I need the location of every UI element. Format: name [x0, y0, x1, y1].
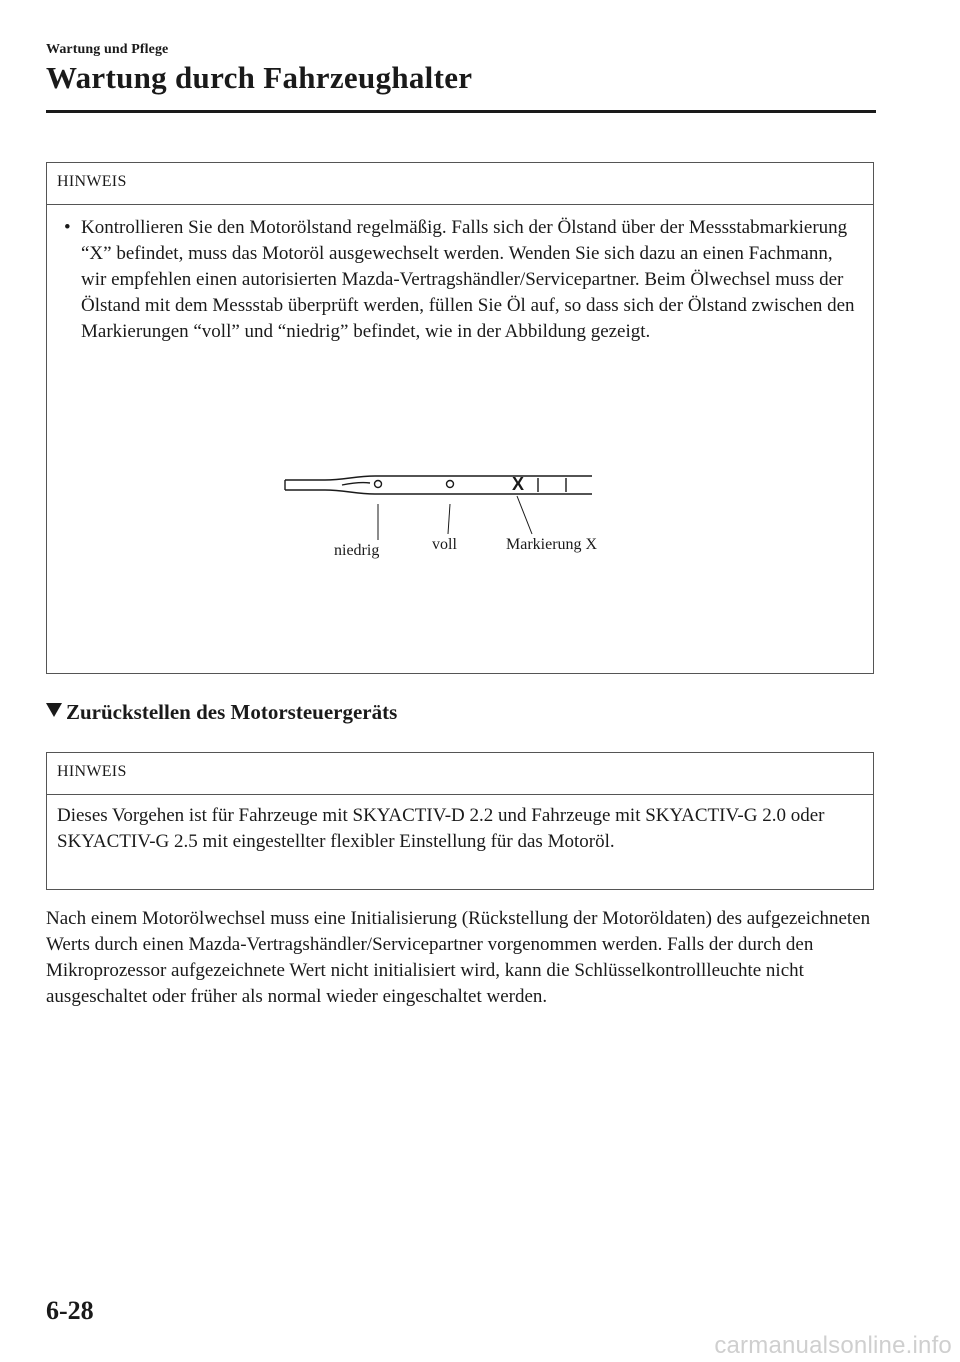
label-full: voll — [432, 536, 457, 553]
label-mark-x: Markierung X — [506, 536, 598, 553]
page-number: 6-28 — [46, 1296, 94, 1325]
note-heading: HINWEIS — [47, 753, 873, 795]
dipstick-top-edge — [285, 476, 592, 480]
bullet-item — [57, 215, 861, 345]
full-leader-line — [448, 504, 450, 534]
note-heading: HINWEIS — [47, 163, 873, 205]
note-box-applicability — [46, 752, 874, 890]
dipstick-bottom-edge — [285, 490, 592, 494]
note-text: Kontrollieren Sie den Motorölstand regelmäßig. Falls sich der Ölstand über der Messstabmarkierung “X” befindet, muss das Motoröl ausgewechselt werden. Wenden Sie sich dazu an einen Fachmann, wir empfehlen einen autorisierten Mazda-Vertragshändler/Servicepartner. Beim Ölwechsel muss der Ölstand mit dem Messstab überprüft werden, füllen Sie Öl auf, so dass sich der Ölstand zwischen den Markierungen “voll” und “niedrig” befindet, wie in der Abbildung gezeigt. — [81, 217, 855, 342]
mark-x-leader-line — [517, 496, 532, 534]
triangle-icon — [46, 703, 62, 717]
watermark: carmanualsonline.info — [714, 1332, 952, 1359]
section-subheading — [46, 700, 397, 725]
subheading-text: Zurückstellen des Motorsteuergeräts — [66, 700, 398, 724]
note-body: Dieses Vorgehen ist für Fahrzeuge mit SKYACTIV-D 2.2 und Fahrzeuge mit SKYACTIV-G 2.0 oder SKYACTIV-G 2.5 mit eingestellter flexibler Einstellung für das Motoröl. — [57, 805, 825, 852]
low-mark-circle — [375, 481, 382, 488]
note-body — [47, 205, 873, 345]
full-mark-circle — [447, 481, 454, 488]
dipstick-diagram — [270, 468, 630, 568]
section-label: Wartung und Pflege — [46, 42, 169, 57]
title-divider — [46, 110, 876, 113]
label-low: niedrig — [334, 542, 380, 559]
page-title: Wartung durch Fahrzeughalter — [46, 60, 473, 95]
dipstick-bend-line — [342, 483, 370, 485]
bullet-icon: • — [64, 217, 71, 238]
body-paragraph: Nach einem Motorölwechsel muss eine Initialisierung (Rückstellung der Motoröldaten) des aufgezeichneten Werts durch einen Mazda-Vertragshändler/Servicepartner vorgenommen werden. Falls der durch den Mikroprozessor aufgezeichnete Wert nicht initialisiert wird, kann die Schlüsselkontrollleuchte nicht ausgeschaltet oder früher als normal wieder eingeschaltet werden. — [46, 908, 871, 1007]
note-box-dipstick — [46, 162, 874, 674]
mark-x-glyph: X — [512, 474, 525, 494]
